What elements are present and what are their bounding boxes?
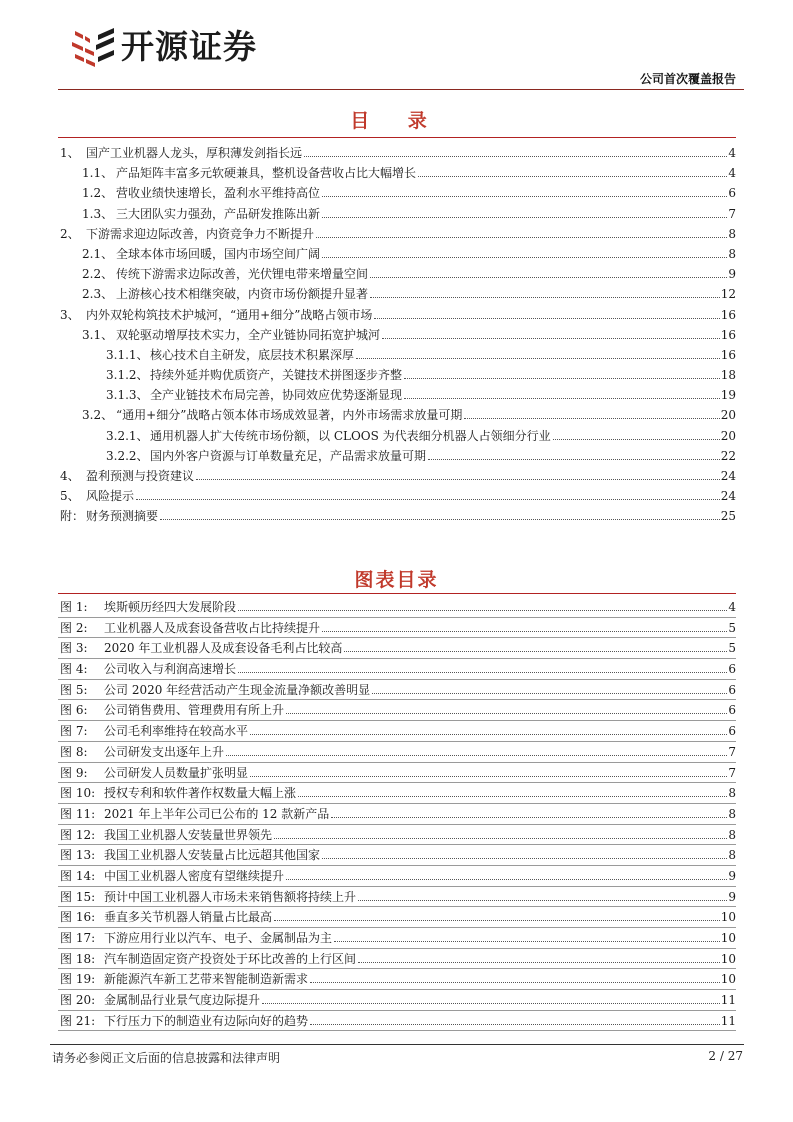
toc-entry-page: 20 bbox=[720, 428, 736, 443]
figure-entry-label bbox=[58, 825, 272, 845]
toc-entry-title: 核心技术自主研发，底层技术积累深厚 bbox=[150, 347, 355, 362]
toc-entry[interactable] bbox=[58, 264, 736, 284]
dot-leader bbox=[286, 713, 727, 714]
toc-entry-title: 三大团队实力强劲，产品研发推陈出新 bbox=[116, 206, 321, 221]
figure-entry-page: 4 bbox=[728, 600, 736, 614]
figure-entry-number: 图 14: bbox=[60, 868, 96, 883]
figure-entry-number: 图 19: bbox=[60, 972, 96, 987]
toc-entry-label bbox=[106, 446, 426, 466]
toc-entry-title: 产品矩阵丰富多元软硬兼具，整机设备营收占比大幅增长 bbox=[116, 166, 417, 181]
toc-entry-label bbox=[82, 325, 380, 345]
toc-entry-title: 上游核心技术相继突破，内资市场份额提升显著 bbox=[116, 287, 369, 302]
toc-entry-number: 3.2、 bbox=[82, 408, 114, 423]
toc-entry[interactable] bbox=[58, 345, 736, 365]
dot-leader bbox=[356, 358, 720, 359]
figure-entry[interactable] bbox=[58, 742, 736, 763]
toc-entry[interactable] bbox=[58, 244, 736, 264]
dot-leader bbox=[160, 519, 720, 520]
toc-entry-number: 3、 bbox=[60, 307, 80, 322]
figure-entry-label bbox=[58, 763, 248, 783]
figure-entry-number: 图 6: bbox=[60, 703, 88, 718]
figure-entry-title: 公司毛利率维持在较高水平 bbox=[104, 724, 249, 739]
figure-list bbox=[58, 597, 736, 1031]
toc-entry-number: 1.2、 bbox=[82, 186, 114, 201]
toc-entry[interactable] bbox=[58, 446, 736, 466]
figure-entry[interactable] bbox=[58, 618, 736, 639]
toc-entry[interactable] bbox=[58, 385, 736, 405]
dot-leader bbox=[418, 176, 727, 177]
figure-entry-label bbox=[58, 845, 320, 865]
figure-entry[interactable] bbox=[58, 721, 736, 742]
report-type: 公司首次覆盖报告 bbox=[639, 72, 736, 86]
dot-leader bbox=[310, 1024, 720, 1025]
figure-entry-number: 图 7: bbox=[60, 724, 88, 739]
figure-entry-number: 图 21: bbox=[60, 1013, 96, 1028]
figure-entry-title: 工业机器人及成套设备营收占比持续提升 bbox=[104, 620, 321, 635]
table-of-contents bbox=[58, 143, 736, 527]
toc-entry[interactable] bbox=[58, 183, 736, 203]
figure-entry-number: 图 3: bbox=[60, 641, 88, 656]
footer-divider bbox=[50, 1044, 744, 1045]
figure-entry-number: 图 20: bbox=[60, 993, 96, 1008]
figure-entry-page: 9 bbox=[728, 889, 736, 904]
figure-entry-page: 11 bbox=[720, 1013, 736, 1028]
toc-entry[interactable] bbox=[58, 224, 736, 244]
figure-entry-page: 8 bbox=[728, 806, 736, 821]
toc-entry-page: 24 bbox=[720, 469, 736, 483]
toc-entry[interactable] bbox=[58, 506, 736, 526]
toc-entry-page: 22 bbox=[720, 448, 736, 463]
dot-leader bbox=[382, 338, 720, 339]
toc-entry[interactable] bbox=[58, 284, 736, 304]
toc-entry-label bbox=[60, 224, 314, 244]
toc-entry[interactable] bbox=[58, 426, 736, 446]
toc-entry-page: 25 bbox=[720, 509, 736, 524]
toc-entry-label bbox=[82, 284, 368, 304]
page-indicator: 2 / 27 bbox=[708, 1049, 743, 1063]
toc-entry-label bbox=[60, 466, 194, 486]
dot-leader bbox=[344, 651, 727, 652]
toc-entry-number: 3.1、 bbox=[82, 327, 114, 342]
toc-entry-title: 全球本体市场回暖，国内市场空间广阔 bbox=[116, 246, 321, 261]
toc-entry-number: 3.2.2、 bbox=[106, 448, 149, 463]
figure-entry[interactable] bbox=[58, 804, 736, 825]
figure-entry-number: 图 9: bbox=[60, 765, 88, 780]
figure-entry-title: 我国工业机器人安装量占比远超其他国家 bbox=[104, 848, 321, 863]
toc-entry-page: 7 bbox=[728, 206, 736, 221]
figure-entry-label bbox=[58, 618, 320, 638]
figure-entry[interactable] bbox=[58, 866, 736, 887]
dot-leader bbox=[316, 237, 727, 238]
toc-entry-number: 4、 bbox=[60, 469, 80, 483]
toc-entry-label bbox=[106, 426, 551, 446]
figure-entry-label bbox=[58, 907, 272, 927]
toc-entry-label bbox=[82, 405, 462, 425]
figure-entry-label bbox=[58, 887, 356, 907]
toc-entry-label bbox=[82, 163, 416, 183]
figure-entry-title: 公司收入与利润高速增长 bbox=[104, 662, 237, 677]
figure-entry[interactable] bbox=[58, 887, 736, 908]
figure-entry-title: 新能源汽车新工艺带来智能制造新需求 bbox=[104, 972, 309, 987]
toc-entry-page: 16 bbox=[720, 307, 736, 322]
toc-entry-page: 19 bbox=[720, 388, 736, 403]
toc-entry-title: 风险提示 bbox=[86, 489, 135, 504]
toc-entry-title: 双轮驱动增厚技术实力，全产业链协同拓宽护城河 bbox=[116, 327, 381, 342]
figure-entry-label bbox=[58, 597, 236, 617]
toc-entry-page: 4 bbox=[728, 146, 736, 160]
kaiyuan-logo-icon bbox=[70, 27, 116, 71]
toc-entry-label bbox=[82, 204, 320, 224]
figure-entry-label bbox=[58, 680, 370, 700]
toc-entry-title: 持续外延并购优质资产，关键技术拼图逐步齐整 bbox=[150, 368, 403, 383]
toc-title: 目 录 bbox=[350, 110, 443, 132]
dot-leader bbox=[322, 196, 727, 197]
figure-entry-page: 8 bbox=[728, 848, 736, 863]
figure-entry-page: 6 bbox=[728, 703, 736, 718]
figure-entry-number: 图 10: bbox=[60, 786, 96, 801]
figure-entry-label bbox=[58, 928, 332, 948]
toc-entry-number: 附： bbox=[60, 509, 85, 524]
toc-entry-title: 国产工业机器人龙头，厚积薄发剑指长远 bbox=[86, 146, 303, 160]
figure-entry-title: 中国工业机器人密度有望继续提升 bbox=[104, 868, 285, 883]
toc-entry[interactable] bbox=[58, 466, 736, 486]
figure-entry-title: 公司 2020 年经营活动产生现金流量净额改善明显 bbox=[104, 682, 371, 697]
figure-entry[interactable] bbox=[58, 845, 736, 866]
figure-entry-title: 预计中国工业机器人市场未来销售额将持续上升 bbox=[104, 889, 357, 904]
dot-leader bbox=[370, 297, 720, 298]
toc-entry-page: 6 bbox=[728, 186, 736, 201]
dot-leader bbox=[372, 693, 727, 694]
dot-leader bbox=[250, 776, 727, 777]
figure-entry[interactable] bbox=[58, 969, 736, 990]
toc-entry-title: 营收业绩快速增长，盈利水平维持高位 bbox=[116, 186, 321, 201]
figures-title: 图表目录 bbox=[354, 569, 439, 591]
dot-leader bbox=[322, 858, 727, 859]
toc-entry-label bbox=[106, 345, 354, 365]
figure-entry-label bbox=[58, 990, 260, 1010]
dot-leader bbox=[238, 610, 727, 611]
figure-entry-page: 10 bbox=[720, 931, 736, 945]
dot-leader bbox=[464, 418, 719, 419]
dot-leader bbox=[404, 378, 720, 379]
figure-entry[interactable] bbox=[58, 990, 736, 1011]
toc-entry-label bbox=[82, 264, 368, 284]
toc-entry[interactable] bbox=[58, 365, 736, 385]
figure-entry-label bbox=[58, 804, 329, 824]
figure-entry-title: 埃斯顿历经四大发展阶段 bbox=[104, 600, 237, 614]
toc-entry-label bbox=[60, 143, 302, 163]
toc-entry[interactable] bbox=[58, 204, 736, 224]
toc-entry-title: 内外双轮构筑技术护城河，“通用+细分”战略占领市场 bbox=[86, 307, 373, 322]
figure-entry-page: 11 bbox=[720, 993, 736, 1008]
figure-entry-title: 公司研发支出逐年上升 bbox=[104, 744, 225, 759]
figure-entry-title: 下行压力下的制造业有边际向好的趋势 bbox=[104, 1013, 309, 1028]
dot-leader bbox=[298, 796, 727, 797]
dot-leader bbox=[322, 217, 727, 218]
figure-entry-page: 10 bbox=[720, 910, 736, 925]
figure-entry-title: 公司销售费用、管理费用有所上升 bbox=[104, 703, 285, 718]
dot-leader bbox=[226, 755, 727, 756]
figure-entry[interactable] bbox=[58, 680, 736, 701]
figure-entry-page: 7 bbox=[728, 744, 736, 759]
toc-entry[interactable] bbox=[58, 325, 736, 345]
figure-entry-label bbox=[58, 638, 342, 658]
figure-entry[interactable] bbox=[58, 700, 736, 721]
figure-entry-page: 8 bbox=[728, 786, 736, 801]
dot-leader bbox=[274, 920, 720, 921]
dot-leader bbox=[358, 900, 727, 901]
figure-entry-page: 10 bbox=[720, 972, 736, 987]
toc-entry-page: 8 bbox=[728, 246, 736, 261]
toc-entry-number: 2.3、 bbox=[82, 287, 114, 302]
figure-entry-page: 6 bbox=[728, 662, 736, 677]
figure-entry-number: 图 4: bbox=[60, 662, 88, 677]
figure-entry[interactable] bbox=[58, 597, 736, 618]
toc-entry-number: 1.3、 bbox=[82, 206, 114, 221]
toc-entry-label bbox=[60, 305, 372, 325]
toc-entry-number: 2、 bbox=[60, 226, 80, 241]
figure-entry-number: 图 17: bbox=[60, 931, 96, 945]
toc-entry-page: 4 bbox=[728, 166, 736, 181]
dot-leader bbox=[331, 817, 727, 818]
figure-entry-title: 我国工业机器人安装量世界领先 bbox=[104, 827, 273, 842]
toc-entry-number: 1、 bbox=[60, 146, 80, 160]
dot-leader bbox=[304, 156, 727, 157]
toc-entry[interactable] bbox=[58, 486, 736, 506]
figure-entry-label bbox=[58, 742, 224, 762]
header-divider bbox=[58, 89, 744, 90]
toc-entry-page: 24 bbox=[720, 489, 736, 504]
toc-entry-page: 9 bbox=[728, 267, 736, 282]
toc-entry-title: 国内外客户资源与订单数量充足，产品需求放量可期 bbox=[150, 448, 427, 463]
figure-entry[interactable] bbox=[58, 659, 736, 680]
figure-entry-number: 图 12: bbox=[60, 827, 96, 842]
figure-entry-page: 10 bbox=[720, 951, 736, 966]
toc-entry[interactable] bbox=[58, 163, 736, 183]
toc-entry-page: 18 bbox=[720, 368, 736, 383]
figure-entry-title: 2021 年上半年公司已公布的 12 款新产品 bbox=[104, 806, 330, 821]
figure-entry-page: 9 bbox=[728, 868, 736, 883]
toc-entry-number: 2.1、 bbox=[82, 246, 114, 261]
figure-entry-label bbox=[58, 866, 284, 886]
toc-entry-title: 传统下游需求边际改善，光伏锂电带来增量空间 bbox=[116, 267, 369, 282]
toc-entry-page: 12 bbox=[720, 287, 736, 302]
toc-entry-page: 16 bbox=[720, 347, 736, 362]
toc-entry[interactable] bbox=[58, 405, 736, 425]
figure-entry-page: 5 bbox=[728, 620, 736, 635]
figure-entry-label bbox=[58, 949, 356, 969]
figure-entry-number: 图 5: bbox=[60, 682, 88, 697]
toc-entry-title: 财务预测摘要 bbox=[86, 509, 159, 524]
figure-entry-label bbox=[58, 783, 296, 803]
toc-entry-number: 3.1.2、 bbox=[106, 368, 149, 383]
toc-entry-number: 3.1.1、 bbox=[106, 347, 149, 362]
toc-entry-title: 盈利预测与投资建议 bbox=[86, 469, 195, 483]
dot-leader bbox=[286, 879, 727, 880]
dot-leader bbox=[322, 257, 727, 258]
toc-entry-number: 1.1、 bbox=[82, 166, 114, 181]
figure-entry-title: 金属制品行业景气度边际提升 bbox=[104, 993, 261, 1008]
figure-entry[interactable] bbox=[58, 907, 736, 928]
dot-leader bbox=[334, 941, 720, 942]
figure-entry-label bbox=[58, 969, 308, 989]
figure-entry-page: 6 bbox=[728, 682, 736, 697]
figure-entry-title: 下游应用行业以汽车、电子、金属制品为主 bbox=[104, 931, 333, 945]
figure-entry-number: 图 11: bbox=[60, 806, 96, 821]
dot-leader bbox=[404, 398, 720, 399]
dot-leader bbox=[310, 982, 720, 983]
figure-entry-number: 图 1: bbox=[60, 600, 88, 614]
toc-entry-label bbox=[82, 244, 320, 264]
toc-entry-label bbox=[106, 365, 402, 385]
brand-name: 开源证券 bbox=[121, 27, 257, 66]
toc-entry[interactable] bbox=[58, 143, 736, 163]
figure-entry-number: 图 18: bbox=[60, 951, 96, 966]
toc-entry-label bbox=[106, 385, 402, 405]
figure-entry-title: 垂直多关节机器人销量占比最高 bbox=[104, 910, 273, 925]
toc-title-divider bbox=[58, 137, 736, 138]
toc-entry-title: 全产业链技术布局完善，协同效应优势逐渐显现 bbox=[150, 388, 403, 403]
figure-entry[interactable] bbox=[58, 783, 736, 804]
dot-leader bbox=[238, 672, 727, 673]
figure-entry-number: 图 8: bbox=[60, 744, 88, 759]
figure-entry[interactable] bbox=[58, 949, 736, 970]
figure-entry-label bbox=[58, 721, 248, 741]
dot-leader bbox=[250, 734, 727, 735]
toc-entry-number: 3.2.1、 bbox=[106, 428, 149, 443]
figure-entry-number: 图 2: bbox=[60, 620, 88, 635]
toc-entry-number: 5、 bbox=[60, 489, 80, 504]
figure-entry[interactable] bbox=[58, 825, 736, 846]
figure-entry[interactable] bbox=[58, 928, 736, 949]
dot-leader bbox=[428, 459, 720, 460]
figure-entry-page: 5 bbox=[728, 641, 736, 656]
figure-entry[interactable] bbox=[58, 1011, 736, 1032]
figure-entry[interactable] bbox=[58, 763, 736, 784]
page-header bbox=[0, 0, 793, 92]
dot-leader bbox=[370, 277, 727, 278]
toc-entry-label bbox=[60, 506, 158, 526]
toc-entry-title: 下游需求迎边际改善，内资竞争力不断提升 bbox=[86, 226, 315, 241]
dot-leader bbox=[136, 499, 720, 500]
toc-entry-title: “通用+细分”战略占领本体市场成效显著，内外市场需求放量可期 bbox=[116, 408, 463, 423]
figure-entry-page: 6 bbox=[728, 724, 736, 739]
dot-leader bbox=[262, 1003, 720, 1004]
dot-leader bbox=[196, 479, 720, 480]
figure-entry-title: 公司研发人员数量扩张明显 bbox=[104, 765, 249, 780]
footer-disclaimer: 请务必参阅正文后面的信息披露和法律声明 bbox=[52, 1051, 281, 1065]
figure-entry-page: 7 bbox=[728, 765, 736, 780]
figure-entry-label bbox=[58, 1011, 308, 1031]
figure-entry-number: 图 15: bbox=[60, 889, 96, 904]
figure-entry-title: 汽车制造固定资产投资处于环比改善的上行区间 bbox=[104, 951, 357, 966]
figures-title-divider bbox=[58, 593, 736, 594]
toc-entry-number: 3.1.3、 bbox=[106, 388, 149, 403]
toc-entry-page: 8 bbox=[728, 226, 736, 241]
figure-entry-number: 图 16: bbox=[60, 910, 96, 925]
figure-entry-number: 图 13: bbox=[60, 848, 96, 863]
dot-leader bbox=[358, 962, 720, 963]
toc-entry-page: 20 bbox=[720, 408, 736, 423]
figure-entry-label bbox=[58, 659, 236, 679]
toc-entry-label bbox=[60, 486, 134, 506]
figure-entry-page: 8 bbox=[728, 827, 736, 842]
figure-entry-title: 2020 年工业机器人及成套设备毛利占比较高 bbox=[104, 641, 343, 656]
dot-leader bbox=[553, 439, 720, 440]
toc-entry-number: 2.2、 bbox=[82, 267, 114, 282]
dot-leader bbox=[374, 318, 719, 319]
dot-leader bbox=[322, 631, 727, 632]
toc-entry[interactable] bbox=[58, 305, 736, 325]
dot-leader bbox=[274, 838, 727, 839]
toc-entry-label bbox=[82, 183, 320, 203]
figure-entry-title: 授权专利和软件著作权数量大幅上涨 bbox=[104, 786, 297, 801]
toc-entry-page: 16 bbox=[720, 327, 736, 342]
figure-entry-label bbox=[58, 700, 284, 720]
toc-entry-title: 通用机器人扩大传统市场份额，以 CLOOS 为代表细分机器人占领细分行业 bbox=[150, 428, 551, 443]
figure-entry[interactable] bbox=[58, 638, 736, 659]
